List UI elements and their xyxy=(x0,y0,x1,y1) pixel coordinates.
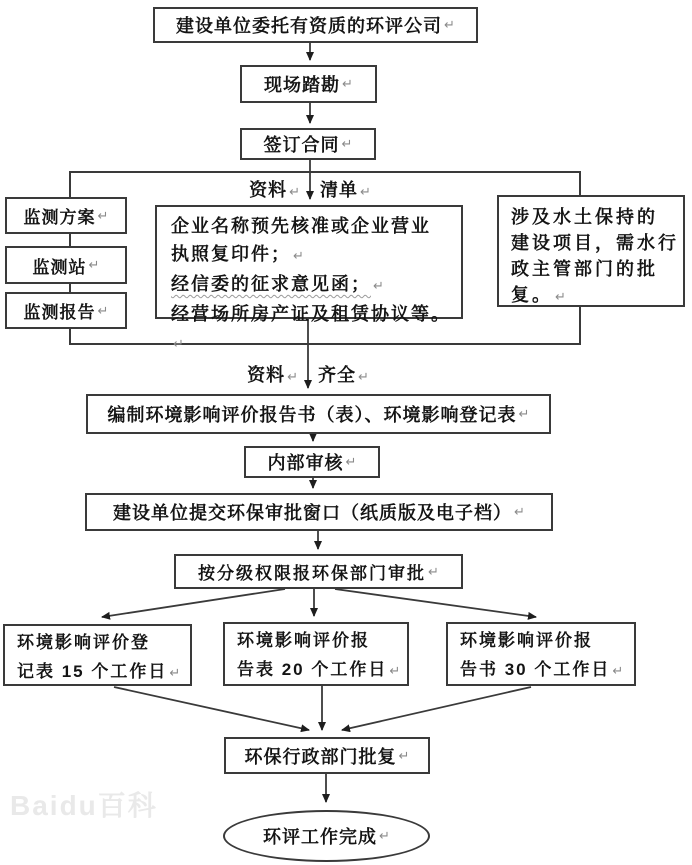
water-note-line-1 xyxy=(511,204,679,230)
materials-line-1 xyxy=(171,212,451,240)
register-form-line-1 xyxy=(17,628,186,657)
register-form-line-1-text: 环境影响评价登 xyxy=(17,633,150,652)
water-note-line-3 xyxy=(511,256,679,282)
arrow-reportbook-to-approval xyxy=(342,687,531,730)
return-mark: ↵ xyxy=(293,248,304,263)
step-internal-review-box xyxy=(244,446,380,478)
monitor-plan-label: 监测方案 xyxy=(23,208,96,227)
materials-word-text: 资料 xyxy=(249,180,288,200)
step-site-survey-box xyxy=(240,65,377,103)
water-note-line-4 xyxy=(511,282,679,310)
return-mark: ↵ xyxy=(379,828,390,843)
water-note-line-1-text: 涉及水土保持的 xyxy=(511,207,658,227)
step-entrust-label: 建设单位委托有资质的环评公司 xyxy=(176,16,443,36)
register-form-days-box xyxy=(3,624,192,686)
register-form-line-2-text: 记表 15 个工作日 xyxy=(17,662,168,681)
materials-word-2 xyxy=(247,361,298,387)
monitor-report-box xyxy=(5,292,127,329)
return-mark: ↵ xyxy=(389,663,401,678)
return-mark: ↵ xyxy=(287,369,298,384)
complete-word-text: 齐全 xyxy=(318,365,356,385)
return-mark: ↵ xyxy=(169,665,181,680)
return-mark: ↵ xyxy=(444,17,455,32)
list-word xyxy=(320,176,371,202)
return-mark: ↵ xyxy=(358,369,369,384)
step-site-survey-label: 现场踏勘 xyxy=(264,75,341,95)
return-mark: ↵ xyxy=(514,504,525,519)
step-sign-contract-label: 签订合同 xyxy=(263,135,340,155)
water-note-line-2 xyxy=(511,230,679,256)
report-form-line-2 xyxy=(237,655,403,685)
monitor-station-label: 监测站 xyxy=(32,257,87,277)
report-form-line-2-text: 告表 20 个工作日 xyxy=(237,660,388,679)
materials-list-gate-label xyxy=(198,176,422,202)
return-mark: ↵ xyxy=(428,563,439,579)
step-internal-review-label: 内部审核 xyxy=(267,453,344,473)
return-mark: ↵ xyxy=(88,257,100,272)
step-submit-window-box xyxy=(85,493,553,531)
arrow-register-to-approval xyxy=(114,687,309,730)
water-note-line-4-text: 复。 xyxy=(511,285,553,305)
report-book-line-2 xyxy=(460,655,630,685)
monitor-station-box xyxy=(5,246,127,284)
materials-complete-gate-label xyxy=(196,361,420,387)
report-book-days-box xyxy=(446,622,636,686)
return-mark: ↵ xyxy=(360,184,371,199)
step-compile-report-box xyxy=(86,394,551,434)
register-form-line-2 xyxy=(17,657,186,687)
report-form-line-1-text: 环境影响评价报 xyxy=(237,631,370,650)
water-note-line-2-text: 建设项目，需水行 xyxy=(511,233,679,253)
arrow-tiered-to-reportbook xyxy=(335,589,536,617)
monitor-report-label: 监测报告 xyxy=(23,303,96,322)
monitor-plan-box xyxy=(5,197,127,234)
report-book-line-1-text: 环境影响评价报 xyxy=(460,631,593,650)
arrow-tiered-to-register xyxy=(102,589,285,617)
return-mark: ↵ xyxy=(612,663,624,678)
step-dept-approval-label: 环保行政部门批复 xyxy=(244,746,397,767)
complete-word xyxy=(318,361,369,387)
return-mark: ↵ xyxy=(518,406,530,421)
step-compile-report-label: 编制环境影响评价报告书（表）、环境影响登记表 xyxy=(107,405,517,425)
step-dept-approval-box xyxy=(224,737,430,774)
materials-word xyxy=(249,176,300,202)
materials-checklist-box xyxy=(155,205,463,351)
materials-line-3-text: 经信委的征求意见函； xyxy=(171,274,371,294)
step-entrust-box xyxy=(153,7,478,43)
return-mark: ↵ xyxy=(345,454,357,469)
return-mark: ↵ xyxy=(341,136,353,151)
report-book-line-1 xyxy=(460,626,630,655)
materials-line-4-text: 经营场所房产证及租赁协议等。 xyxy=(171,304,451,324)
step-tiered-approval-label: 按分级权限报环保部门审批 xyxy=(198,564,427,583)
materials-word-2-text: 资料 xyxy=(247,365,286,385)
baidu-baike-watermark: Baidu百科 xyxy=(10,790,158,821)
return-mark: ↵ xyxy=(555,289,566,304)
materials-line-1-text: 企业名称预先核准或企业营业 xyxy=(171,216,431,236)
step-work-complete-label: 环评工作完成 xyxy=(263,827,378,847)
report-form-line-1 xyxy=(237,626,403,655)
return-mark: ↵ xyxy=(97,207,109,223)
step-sign-contract-box xyxy=(240,128,376,160)
return-mark: ↵ xyxy=(373,278,384,293)
materials-line-2 xyxy=(171,240,451,270)
step-submit-window-label: 建设单位提交环保审批窗口（纸质版及电子档） xyxy=(113,503,513,523)
step-tiered-approval-box xyxy=(174,554,463,589)
return-mark: ↵ xyxy=(342,76,353,91)
report-book-line-2-text: 告书 30 个工作日 xyxy=(460,660,611,679)
step-work-complete-ellipse xyxy=(223,810,430,862)
materials-line-4 xyxy=(171,300,451,358)
return-mark: ↵ xyxy=(173,336,184,351)
return-mark: ↵ xyxy=(398,747,410,763)
water-conservation-note-box xyxy=(497,195,685,307)
list-word-text: 清单 xyxy=(320,180,358,200)
water-note-line-3-text: 政主管部门的批 xyxy=(511,259,658,279)
return-mark: ↵ xyxy=(289,184,300,199)
materials-line-3 xyxy=(171,270,451,300)
return-mark: ↵ xyxy=(97,302,109,318)
materials-line-2-text: 执照复印件； xyxy=(171,244,291,264)
report-form-days-box xyxy=(223,622,409,686)
